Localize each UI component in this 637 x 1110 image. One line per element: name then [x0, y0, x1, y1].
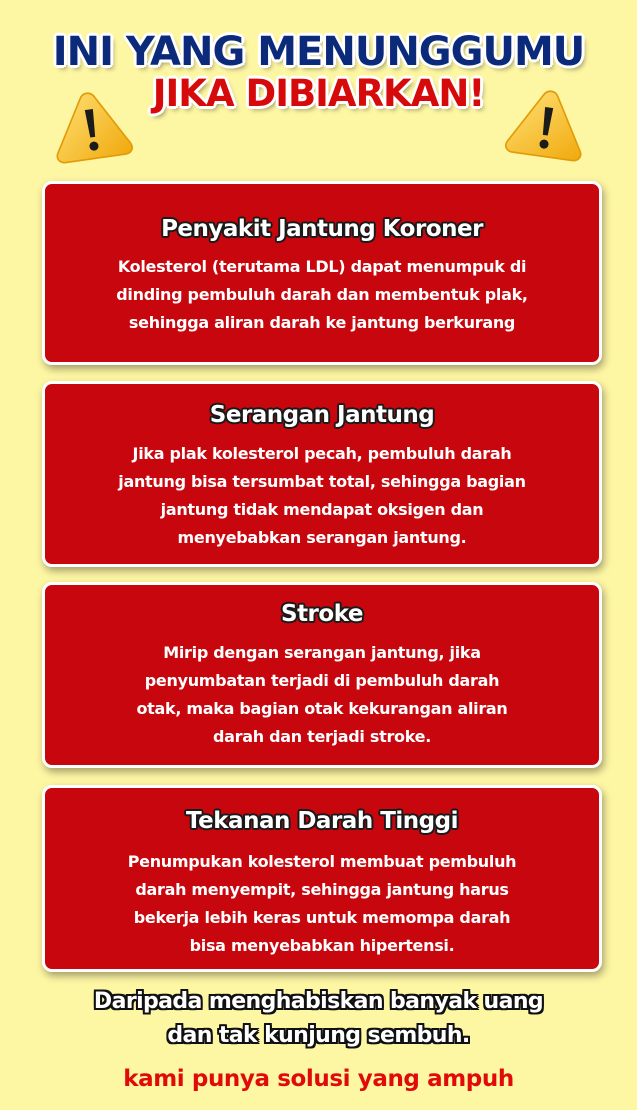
footer-solution-tagline: kami punya solusi yang ampuh	[123, 1066, 514, 1092]
card-line: jantung bisa tersumbat total, sehingga bagian	[118, 472, 526, 491]
card-line: otak, maka bagian otak kekurangan aliran	[136, 699, 508, 718]
card-line: darah menyempit, sehingga jantung harus	[135, 880, 509, 899]
card-line: Kolesterol (terutama LDL) dapat menumpuk di	[117, 257, 527, 276]
card-tekanan-darah-tinggi	[42, 785, 602, 972]
headline-line-1: INI YANG MENUNGGUMU	[52, 29, 585, 75]
card-stroke	[42, 582, 602, 768]
card-line: Penumpukan kolesterol membuat pembuluh	[127, 852, 517, 871]
card-penyakit-jantung-koroner	[42, 181, 602, 365]
card-title: Stroke	[281, 601, 363, 627]
headline-line-2: JIKA DIBIARKAN!	[152, 72, 485, 115]
card-line: Mirip dengan serangan jantung, jika	[163, 643, 481, 662]
card-description	[92, 639, 552, 751]
card-line: Jika plak kolesterol pecah, pembuluh darah	[132, 444, 512, 463]
card-line: bisa menyebabkan hipertensi.	[189, 936, 455, 955]
card-line: sehingga aliran darah ke jantung berkurang	[128, 313, 516, 332]
card-line: bekerja lebih keras untuk memompa darah	[133, 908, 511, 927]
card-line: dinding pembuluh darah dan membentuk plak,	[116, 285, 528, 304]
card-description	[62, 253, 582, 337]
card-line: jantung tidak mendapat oksigen dan	[160, 500, 484, 519]
footer-line-1: Daripada menghabiskan banyak uang	[93, 989, 544, 1014]
card-line: penyumbatan terjadi di pembuluh darah	[144, 671, 500, 690]
footer-line-2: dan tak kunjung sembuh.	[167, 1023, 470, 1048]
warning-triangle-icon	[501, 79, 593, 168]
card-line: menyebabkan serangan jantung.	[177, 528, 467, 547]
card-title: Penyakit Jantung Koroner	[161, 216, 483, 242]
card-line: darah dan terjadi stroke.	[213, 727, 431, 746]
warning-triangle-icon	[45, 81, 137, 170]
footer-message	[30, 985, 607, 1053]
card-title: Tekanan Darah Tinggi	[186, 808, 458, 834]
card-description	[77, 848, 567, 960]
card-serangan-jantung	[42, 381, 602, 567]
card-title: Serangan Jantung	[209, 402, 435, 428]
card-description	[72, 440, 572, 552]
